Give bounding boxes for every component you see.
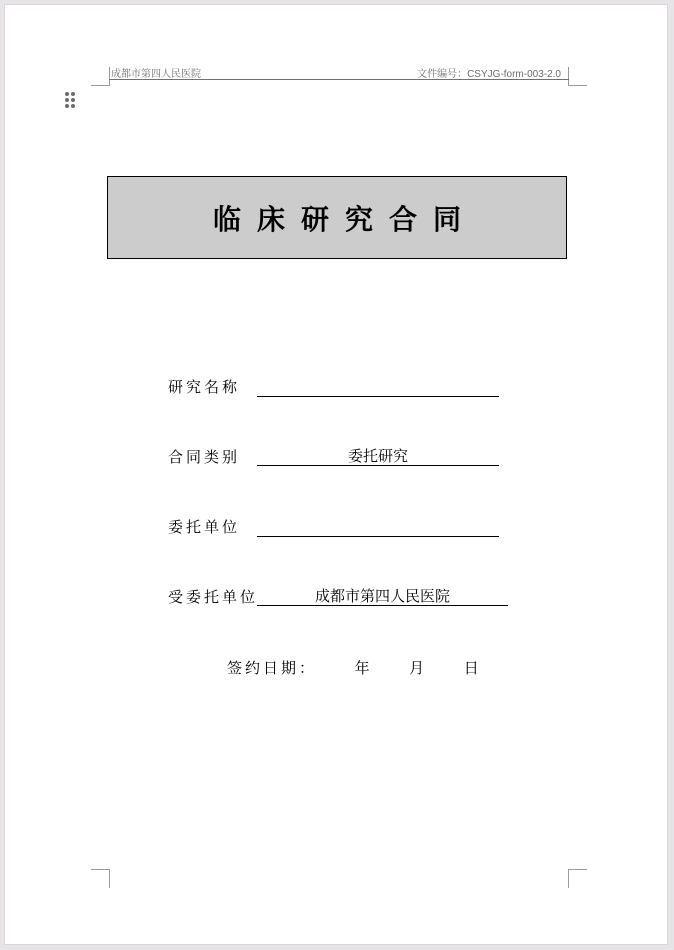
field-value-contract-type[interactable]: 委托研究 — [257, 447, 499, 466]
field-label-sponsor: 委托单位 — [168, 518, 241, 536]
crop-mark-top-left — [91, 67, 110, 86]
document-page — [4, 4, 668, 945]
signing-year: 年 — [354, 659, 370, 677]
crop-mark-top-right — [568, 67, 587, 86]
header-divider — [109, 79, 569, 80]
field-value-sponsor[interactable] — [257, 518, 499, 537]
header-file-number: 文件编号：CSYJG-form-003-2.0 — [417, 69, 561, 80]
signing-day: 日 — [463, 659, 479, 677]
drag-handle-icon[interactable] — [65, 92, 79, 114]
field-value-study-name[interactable] — [257, 378, 499, 397]
field-value-contractor[interactable]: 成都市第四人民医院 — [257, 587, 508, 606]
signing-date-label: 签约日期： — [227, 659, 318, 677]
field-label-contractor: 受委托单位 — [168, 588, 259, 606]
field-label-study-name: 研究名称 — [168, 378, 241, 396]
crop-mark-bottom-left — [91, 869, 110, 888]
field-label-contract-type: 合同类别 — [168, 448, 241, 466]
title-box — [107, 176, 567, 259]
signing-month: 月 — [409, 659, 425, 677]
document-title: 临床研究合同 — [212, 202, 477, 236]
signing-date-row — [227, 657, 479, 678]
header-organization: 成都市第四人民医院 — [111, 69, 201, 80]
crop-mark-bottom-right — [568, 869, 587, 888]
